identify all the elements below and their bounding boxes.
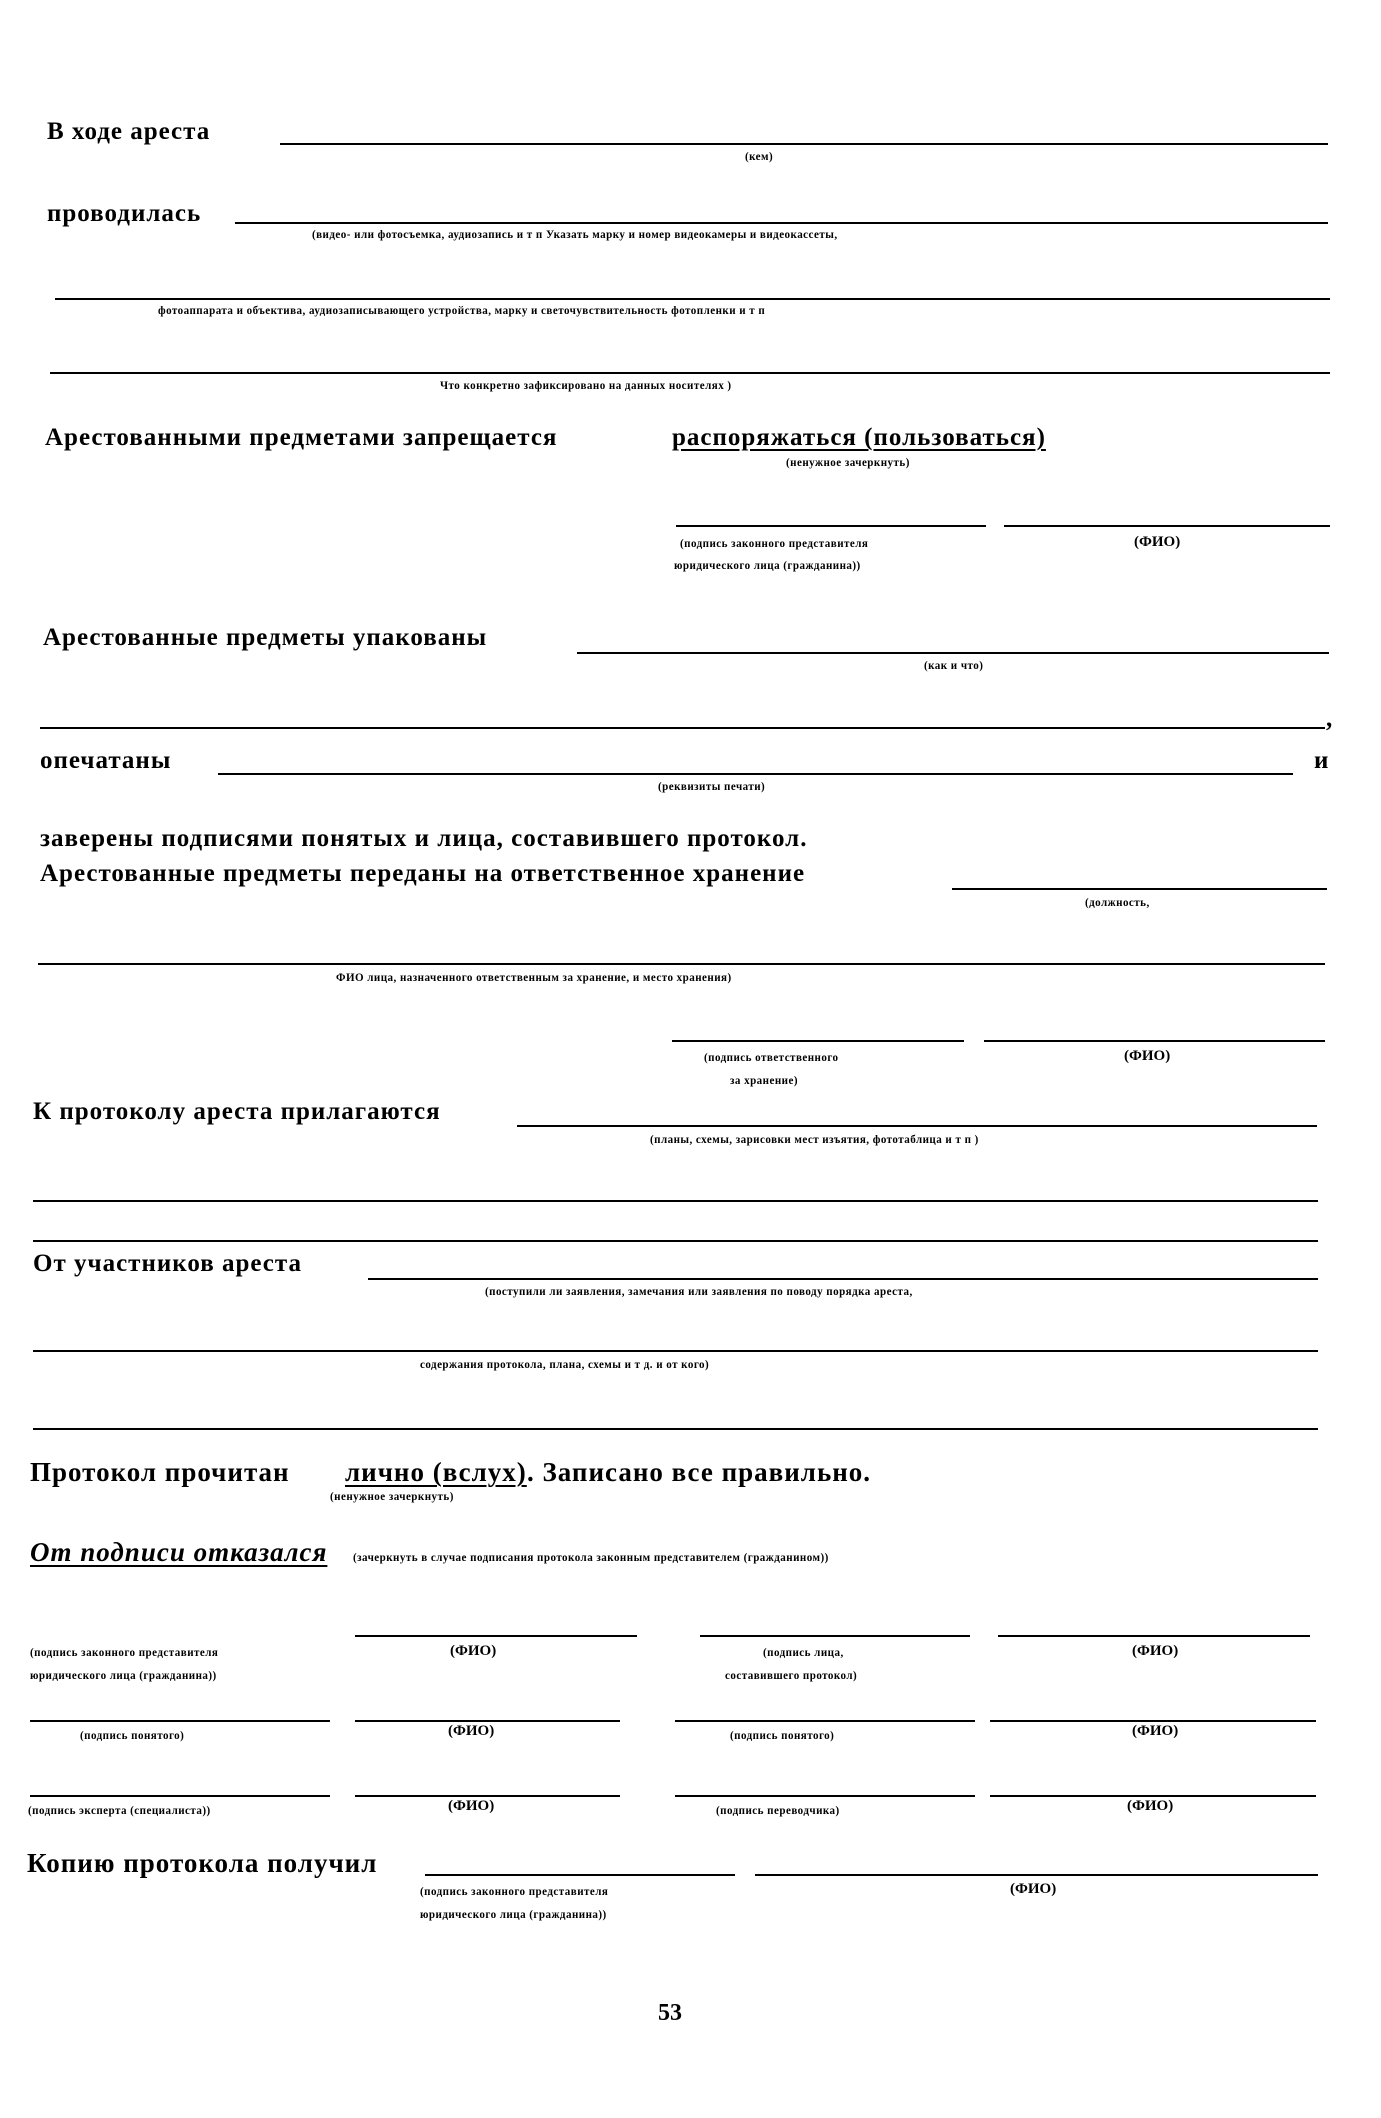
field-witness2-fio[interactable] bbox=[990, 1720, 1316, 1722]
field-seal[interactable] bbox=[218, 773, 1293, 775]
caption-storage-fio: ФИО лица, назначенного ответственным за хранение, и место хранения) bbox=[336, 970, 732, 984]
field-witness2-signature[interactable] bbox=[675, 1720, 975, 1722]
label-prohibited: Арестованными предметами запрещается bbox=[45, 424, 558, 451]
caption-witness1: (подпись понятого) bbox=[80, 1728, 185, 1742]
field-witness1-fio[interactable] bbox=[355, 1720, 620, 1722]
field-statements-2[interactable] bbox=[33, 1350, 1318, 1352]
caption-statements: (поступили ли заявления, замечания или заявления по поводу порядка ареста, bbox=[485, 1284, 913, 1298]
comma: , bbox=[1326, 705, 1334, 732]
field-statements[interactable] bbox=[368, 1278, 1318, 1280]
caption-read-strike: (ненужное зачеркнуть) bbox=[330, 1489, 454, 1503]
label-arrest-course: В ходе ареста bbox=[47, 118, 211, 145]
caption-translator: (подпись переводчика) bbox=[716, 1803, 840, 1817]
label-refused: От подписи отказался bbox=[30, 1537, 328, 1567]
caption-author-1: (подпись лица, bbox=[763, 1645, 844, 1659]
caption-witness1-fio: (ФИО) bbox=[448, 1723, 495, 1739]
label-read: Протокол прочитан bbox=[30, 1457, 290, 1487]
label-copy-received: Копию протокола получил bbox=[27, 1848, 378, 1878]
field-attached[interactable] bbox=[517, 1125, 1317, 1127]
caption-copy-2: юридического лица (гражданина)) bbox=[420, 1907, 607, 1921]
label-participants: От участников ареста bbox=[33, 1250, 302, 1277]
caption-witness2: (подпись понятого) bbox=[730, 1728, 835, 1742]
field-storage-2[interactable] bbox=[38, 963, 1325, 965]
field-recording-2[interactable] bbox=[55, 298, 1330, 300]
caption-translator-fio: (ФИО) bbox=[1127, 1798, 1174, 1814]
caption-seal: (реквизиты печати) bbox=[658, 779, 766, 793]
field-rep-signature[interactable] bbox=[676, 525, 986, 527]
read-mode: лично (вслух) bbox=[345, 1457, 527, 1487]
caption-who: (кем) bbox=[745, 149, 774, 163]
field-author-signature[interactable] bbox=[700, 1635, 970, 1637]
field-copy-fio[interactable] bbox=[755, 1874, 1318, 1876]
caption-resp-sign-2: за хранение) bbox=[730, 1073, 798, 1087]
caption-strike: (ненужное зачеркнуть) bbox=[786, 455, 910, 469]
field-storage[interactable] bbox=[952, 888, 1327, 890]
caption-camera: фотоаппарата и объектива, аудиозаписывающего устройства, марку и светочувствительность фотопленки и т п bbox=[158, 303, 766, 317]
page-number: 53 bbox=[658, 2000, 682, 2026]
field-expert-signature[interactable] bbox=[30, 1795, 330, 1797]
field-statements-3[interactable] bbox=[33, 1428, 1318, 1430]
caption-plans: (планы, схемы, зарисовки мест изъятия, фототаблица и т п ) bbox=[650, 1132, 979, 1146]
caption-fixed: Что конкретно зафиксировано на данных носителях ) bbox=[440, 378, 732, 392]
label-correct: . Записано все правильно. bbox=[527, 1457, 872, 1487]
field-witness1-signature[interactable] bbox=[30, 1720, 330, 1722]
caption-expert: (подпись эксперта (специалиста)) bbox=[28, 1803, 211, 1817]
caption-rep2-2: юридического лица (гражданина)) bbox=[30, 1668, 217, 1682]
label-conducted: проводилась bbox=[47, 200, 202, 227]
field-who[interactable] bbox=[280, 143, 1328, 145]
field-copy-signature[interactable] bbox=[425, 1874, 735, 1876]
caption-recording: (видео- или фотосъемка, аудиозапись и т п Указать марку и номер видеокамеры и видеокассеты, bbox=[312, 227, 838, 241]
caption-resp-fio: (ФИО) bbox=[1124, 1048, 1171, 1064]
field-attached-3[interactable] bbox=[33, 1240, 1318, 1242]
label-and: и bbox=[1314, 747, 1330, 774]
label-storage: Арестованные предметы переданы на ответственное хранение bbox=[40, 860, 806, 887]
label-attached: К протоколу ареста прилагаются bbox=[33, 1098, 441, 1125]
field-rep-fio[interactable] bbox=[1004, 525, 1330, 527]
caption-rep-sign-1: (подпись законного представителя bbox=[680, 536, 869, 550]
prohibited-actions: распоряжаться (пользоваться) bbox=[672, 424, 1046, 451]
caption-rep2-fio: (ФИО) bbox=[450, 1643, 497, 1659]
field-expert-fio[interactable] bbox=[355, 1795, 620, 1797]
caption-expert-fio: (ФИО) bbox=[448, 1798, 495, 1814]
caption-author-fio: (ФИО) bbox=[1132, 1643, 1179, 1659]
caption-copy-1: (подпись законного представителя bbox=[420, 1884, 609, 1898]
field-packed[interactable] bbox=[577, 652, 1329, 654]
caption-resp-sign-1: (подпись ответственного bbox=[704, 1050, 839, 1064]
field-resp-signature[interactable] bbox=[672, 1040, 964, 1042]
field-recording-3[interactable] bbox=[50, 372, 1330, 374]
caption-rep-sign-2: юридического лица (гражданина)) bbox=[674, 558, 861, 572]
caption-how: (как и что) bbox=[924, 658, 984, 672]
caption-refused: (зачеркнуть в случае подписания протокола законным представителем (гражданином)) bbox=[353, 1550, 829, 1564]
caption-rep2-1: (подпись законного представителя bbox=[30, 1645, 219, 1659]
caption-rep-fio: (ФИО) bbox=[1134, 534, 1181, 550]
label-packed: Арестованные предметы упакованы bbox=[43, 624, 488, 651]
field-translator-signature[interactable] bbox=[675, 1795, 975, 1797]
field-resp-fio[interactable] bbox=[984, 1040, 1325, 1042]
field-attached-2[interactable] bbox=[33, 1200, 1318, 1202]
caption-witness2-fio: (ФИО) bbox=[1132, 1723, 1179, 1739]
caption-copy-fio: (ФИО) bbox=[1010, 1881, 1057, 1897]
caption-author-2: составившего протокол) bbox=[725, 1668, 858, 1682]
caption-content: содержания протокола, плана, схемы и т д. и от кого) bbox=[420, 1357, 710, 1371]
field-recording[interactable] bbox=[235, 222, 1328, 224]
field-author-fio[interactable] bbox=[998, 1635, 1310, 1637]
label-signed: заверены подписями понятых и лица, составившего протокол. bbox=[40, 825, 808, 852]
label-sealed: опечатаны bbox=[40, 747, 172, 774]
caption-post: (должность, bbox=[1085, 895, 1150, 909]
field-packed-2[interactable] bbox=[40, 727, 1325, 729]
field-translator-fio[interactable] bbox=[990, 1795, 1316, 1797]
field-rep2-fio[interactable] bbox=[355, 1635, 637, 1637]
